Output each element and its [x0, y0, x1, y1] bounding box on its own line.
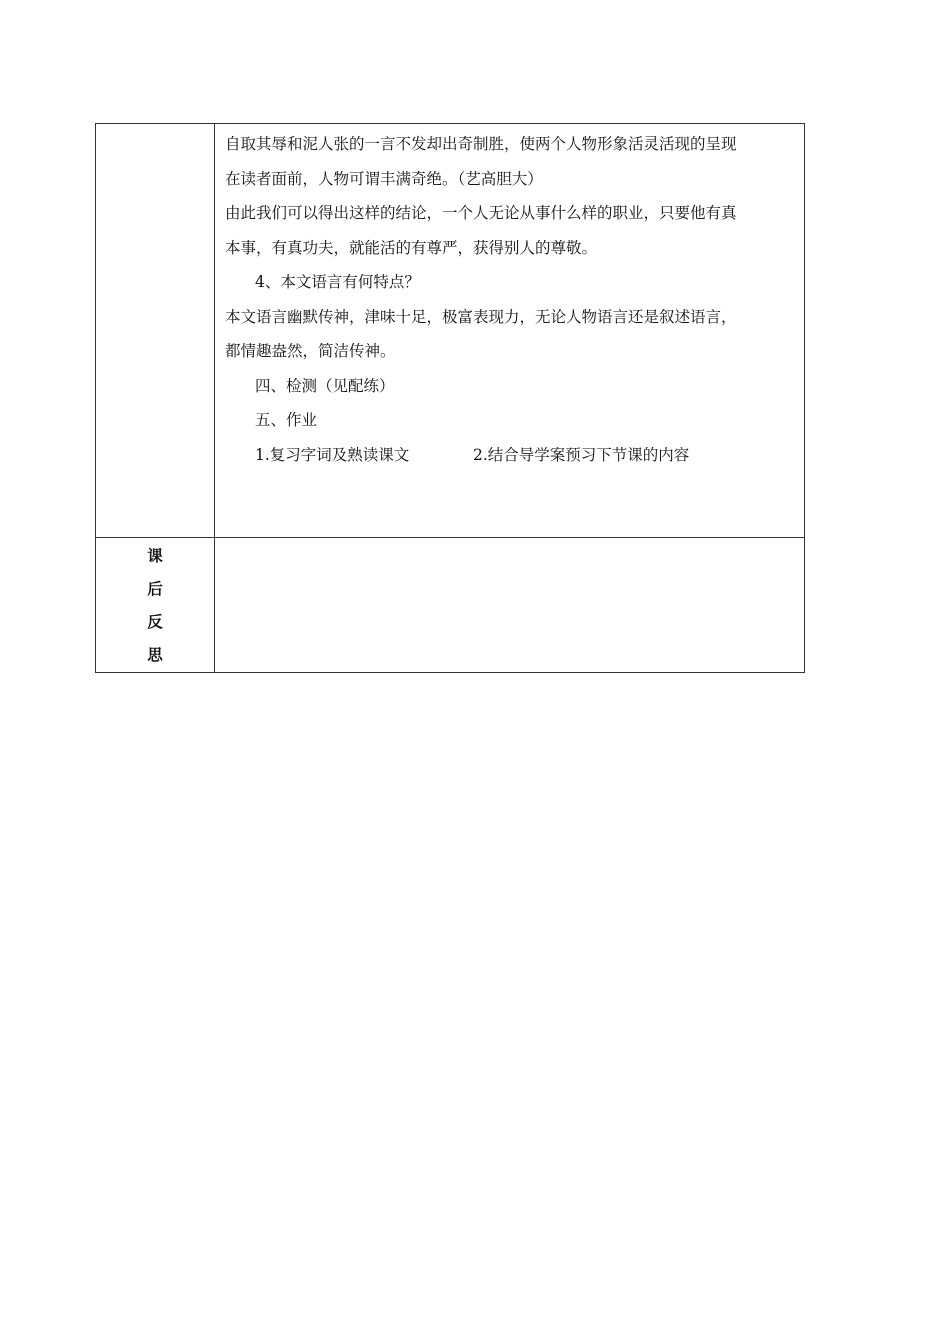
- content-line: 由此我们可以得出这样的结论，一个人无论从事什么样的职业，只要他有真: [225, 204, 737, 222]
- reflection-label-char: 后: [147, 580, 163, 598]
- reflection-label-cell: [96, 538, 215, 673]
- teaching-content-row: [96, 124, 805, 538]
- content-line: 在读者面前，人物可谓丰满奇绝。（艺高胆大）: [225, 169, 543, 188]
- content-line: 都情趣盎然，简洁传神。: [225, 342, 396, 360]
- question-heading: 4、本文语言有何特点？: [255, 273, 420, 291]
- homework-item-1: 1.复习字词及熟读课文: [255, 445, 410, 464]
- teaching-content-cell: [215, 124, 805, 538]
- reflection-content-cell: [215, 538, 805, 673]
- reflection-label: [96, 538, 214, 672]
- empty-label-cell: [96, 124, 215, 538]
- content-line: 自取其辱和泥人张的一言不发却出奇制胜，使两个人物形象活灵活现的呈现: [225, 135, 737, 153]
- section-heading-test: 四、检测（见配练）: [255, 376, 395, 395]
- content-line: 本事，有真功夫，就能活的有尊严，获得别人的尊敬。: [225, 238, 598, 257]
- content-line: 本文语言幽默传神，津味十足，极富表现力，无论人物语言还是叙述语言，: [225, 307, 737, 326]
- homework-items: [225, 438, 796, 473]
- reflection-row: [96, 538, 805, 673]
- reflection-label-char: 反: [147, 613, 163, 631]
- lesson-plan-table: [95, 123, 805, 673]
- homework-item-2: 2.结合导学案预习下节课的内容: [473, 445, 690, 464]
- reflection-label-char: 思: [147, 646, 163, 664]
- section-heading-homework: 五、作业: [255, 411, 318, 429]
- reflection-label-char: 课: [147, 547, 163, 565]
- teaching-content: [215, 124, 804, 472]
